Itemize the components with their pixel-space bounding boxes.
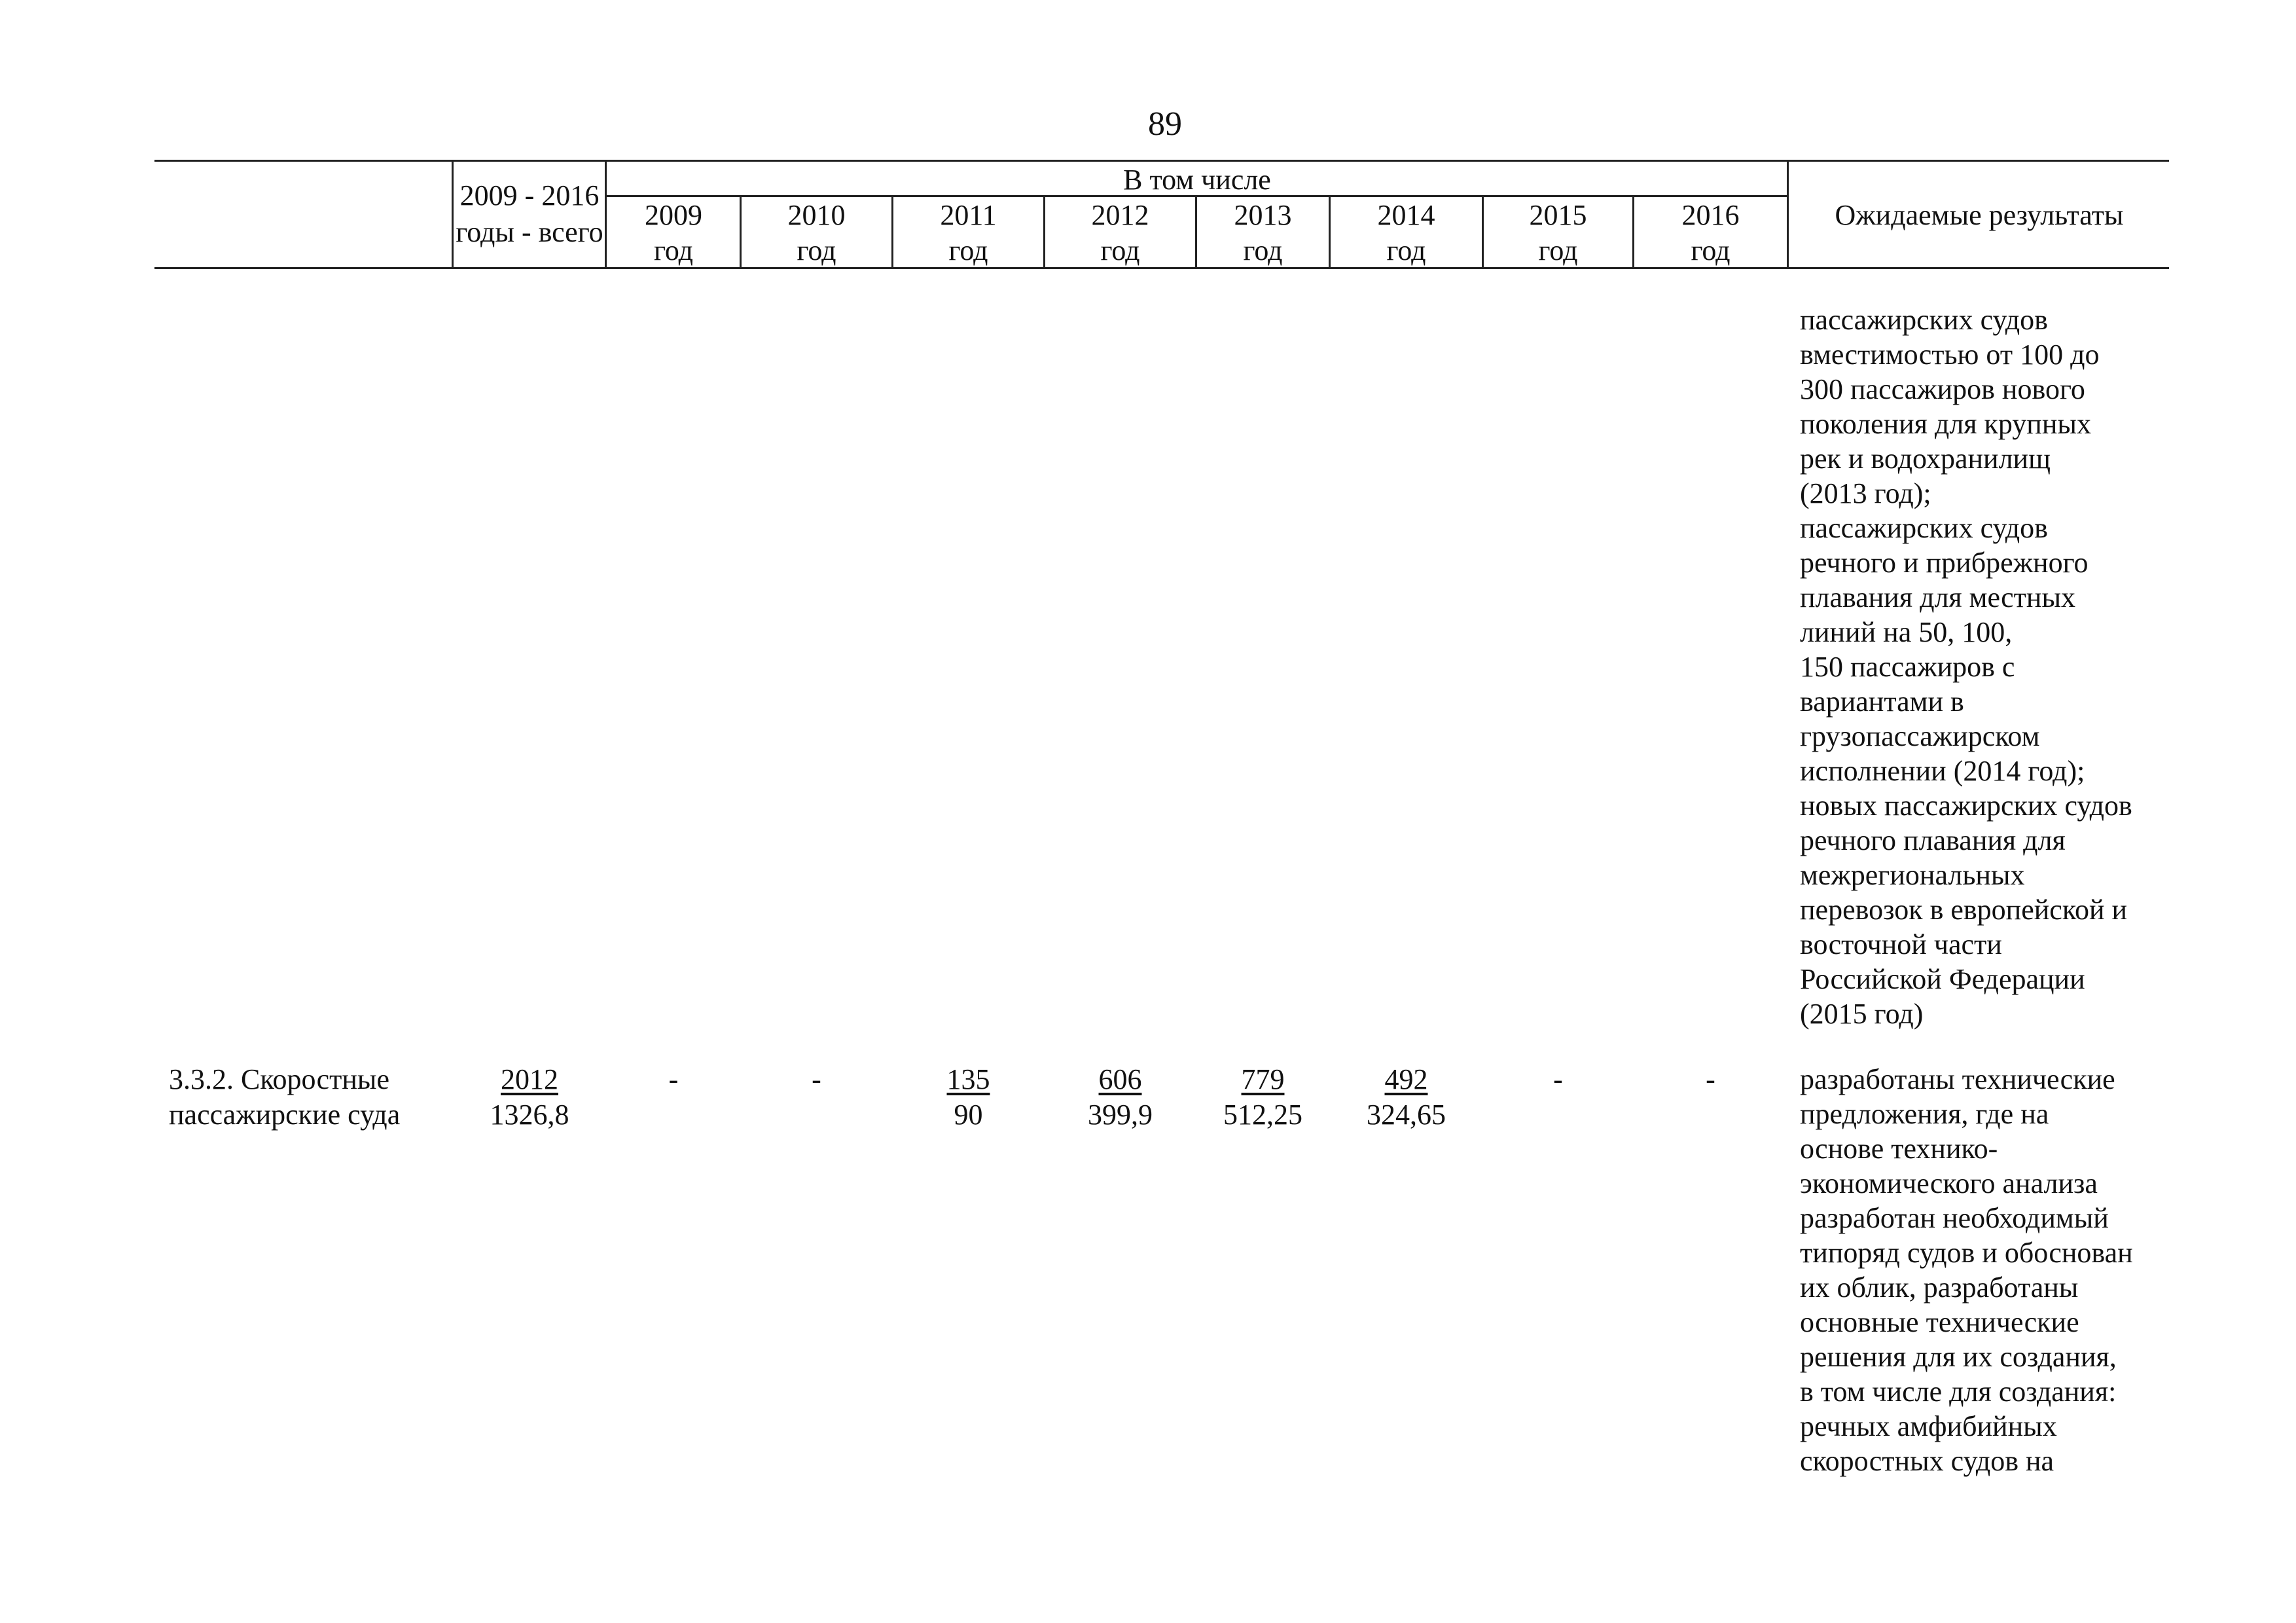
row-2011-bottom: 90: [954, 1099, 983, 1131]
continued-results-text: пассажирских судов вместимостью от 100 до 300 пассажиров нового поколения для крупных рек и водохранилищ (2013 год); пассажирских судов речного и прибрежного плавания для местных линий на 50, 100, 150 пассажиров с вариантами в грузопассажирском исполнении (2014 год); новых пассажирских судов речного плавания для межрегиональных перевозок в европейской и восточной части Российской Федерации (2015 год): [1800, 304, 2132, 1030]
year-header-2013: 2013 год: [1234, 199, 1292, 266]
row-2012-bottom: 399,9: [1088, 1099, 1153, 1131]
header-top-rule: [154, 160, 2169, 162]
year-header-2009: 2009 год: [645, 199, 702, 266]
year-header-2014: 2014 год: [1377, 199, 1435, 266]
year-header-2016: 2016 год: [1681, 199, 1740, 266]
row-2014-bottom: 324,65: [1367, 1099, 1446, 1131]
row-2015-top: -: [1553, 1063, 1563, 1095]
col-divider: [605, 161, 607, 267]
year-header-2012: 2012 год: [1091, 199, 1149, 266]
total-col-header-line2: годы - всего: [456, 216, 603, 248]
row-total-bottom: 1326,8: [490, 1099, 569, 1131]
row-name-line1: 3.3.2. Скоростные: [169, 1063, 389, 1095]
col-divider: [1787, 161, 1789, 267]
row-2009-top: -: [668, 1063, 679, 1095]
row-2014-top: 492: [1384, 1063, 1428, 1095]
row-name-line2: пассажирские суда: [169, 1099, 401, 1131]
row-2010-top: -: [812, 1063, 821, 1095]
row-2013-top: 779: [1241, 1063, 1285, 1095]
col-divider: [452, 161, 454, 267]
year-header-2010: 2010 год: [787, 199, 846, 266]
year-header-2015: 2015 год: [1529, 199, 1587, 266]
including-header: В том числе: [1123, 164, 1271, 196]
results-header: Ожидаемые результаты: [1835, 199, 2124, 231]
row-total-top: 2012: [501, 1063, 558, 1095]
row-2012-top: 606: [1098, 1063, 1142, 1095]
row-2016-top: -: [1706, 1063, 1715, 1095]
row-2013-bottom: 512,25: [1223, 1099, 1302, 1131]
year-header-2011: 2011 год: [940, 199, 997, 266]
page-number: 89: [1148, 105, 1182, 143]
row-2011-top: 135: [946, 1063, 990, 1095]
total-col-header-line1: 2009 - 2016: [459, 179, 600, 211]
row-results-text: разработаны технические предложения, где на основе технико- экономического анализа разработан необходимый типоряд судов и обоснован их облик, разработаны основные технические решения для их создания, в том числе для создания: речных амфибийных скоростных судов на: [1800, 1063, 2133, 1477]
